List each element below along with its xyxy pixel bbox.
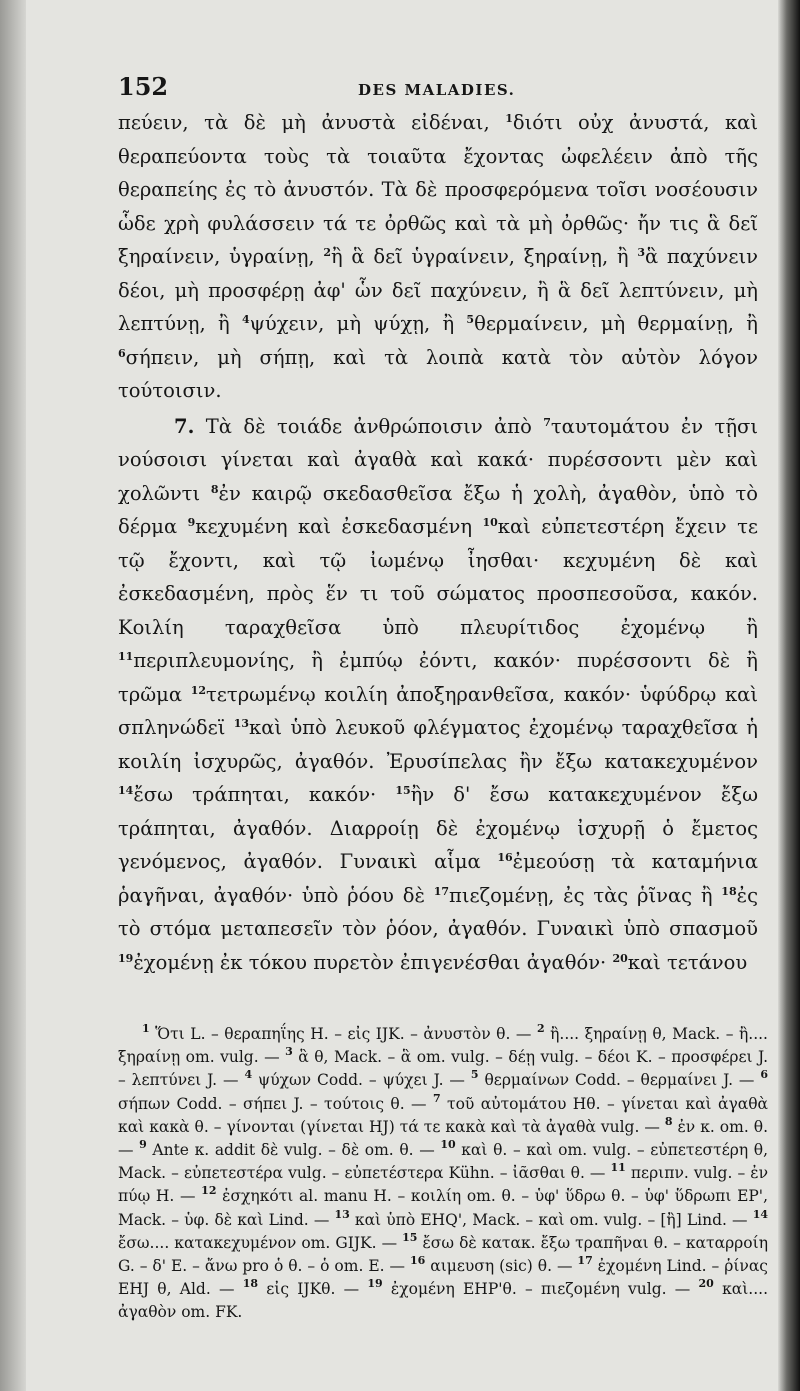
footnote-number: 14: [752, 1207, 768, 1221]
text-run: ἐμεούσῃ τὰ καταμήνια ῥαγῆναι, ἀγαθόν· ὑπὸ ῥόου δὲ: [118, 850, 758, 907]
footnote-number: 17: [577, 1254, 593, 1268]
text-run: ἐχομένῃ ἐκ τόκου πυρετὸν ἐπιγενέσθαι ἀγαθόν·: [133, 950, 613, 974]
text-run: ἃ παχύνειν δέοι, μὴ προσφέρῃ ἀφ' ὧν δεῖ παχύνειν, ἢ ἃ δεῖ λεπτύνειν, μὴ λεπτύνῃ, ἢ: [118, 245, 758, 335]
main-text: [118, 106, 758, 979]
footnote-number: 6: [760, 1068, 769, 1082]
text-run: Τὰ δὲ τοιάδε ἀνθρώποισιν ἀπὸ: [194, 414, 544, 438]
footnote-text: ἢ.... ξηραίνῃ θ, Mack. – ἢ.... ξηραίνῃ om. vulg. —: [118, 1025, 768, 1067]
text-run: διότι οὐχ ἀνυστά, καὶ θεραπεύοντα τοὺς τὰ τοιαῦτα ἔχοντας ὠφελέειν ἀπὸ τῆς θεραπείης ἐς τὸ ἀνυστόν. Τὰ δὲ προσφερόμενα τοῖσι νοσέουσιν ὧδε χρὴ φυλάσσειν τά τε ὀρθῶς καὶ τὰ μὴ ὀρθῶς· ἤν τις ἃ δεῖ ξηραίνειν, ὑγραίνῃ,: [118, 111, 758, 268]
text-run: ἢν δ' ἔσω κατακεχυμένον ἔξω τράπηται, ἀγαθόν. Διαρροίῃ δὲ ἐχομένῳ ἰσχυρῇ ὁ ἔμετος γενόμενος, ἀγαθόν. Γυναικὶ αἷμα: [118, 783, 758, 873]
footnote-text: ἐχομένη Lind. – ῥίνας EHJ θ, Ald. —: [118, 1257, 768, 1299]
footnote-number: 19: [367, 1277, 383, 1291]
footnote-number: 15: [402, 1230, 418, 1244]
footnote-number: 3: [285, 1045, 293, 1059]
note-ref: 10: [482, 516, 498, 529]
footnote-text: ἐν κ. om. θ. —: [118, 1117, 768, 1160]
footnote-block: [118, 1023, 768, 1325]
footnote-text: ἔσω.... κατακεχυμένον om. GIJK. —: [118, 1233, 403, 1252]
text-run: ἐν καιρῷ σκεδασθεῖσα ἔξω ἡ χολὴ, ἀγαθὸν, ὑπὸ τὸ δέρμα: [118, 481, 758, 538]
footnote-text: καὶ ὑπὸ EHQ', Mack. – καὶ om. vulg. – [ἢ] Lind. —: [349, 1210, 753, 1229]
text-run: καὶ ὑπὸ λευκοῦ φλέγματος ἐχομένῳ ταραχθεῖσα ἡ κοιλίη ἰσχυρῶς, ἀγαθόν. Ἐρυσίπελας ἢν ἔξω κατακεχυμένον: [118, 716, 758, 773]
footnote-number: 16: [409, 1254, 426, 1268]
footnote-text: ψύχων Codd. – ψύχει J. —: [252, 1071, 471, 1090]
footnote-number: 18: [242, 1277, 259, 1291]
page-number: 152: [118, 72, 169, 101]
footnote-text: καὶ θ. – καὶ om. vulg. – εὐπετεστέρη θ, Mack. – εὐπετεστέρα vulg. – εὐπετέστερα Kühn. – ἰᾶσθαι θ. —: [118, 1141, 768, 1183]
note-ref: 9: [187, 516, 196, 529]
footnote-text: Ante κ. addit δὲ vulg. – δὲ om. θ. —: [146, 1141, 441, 1160]
footnotes: [118, 1023, 768, 1325]
text-run: ταυτομάτου ἐν τῇσι νούσοισι γίνεται καὶ ἀγαθὰ καὶ κακά· πυρέσσοντι μὲν καὶ χολῶντι: [118, 414, 758, 505]
note-ref: 16: [497, 851, 513, 864]
note-ref: 8: [210, 482, 219, 496]
note-ref: 18: [721, 884, 737, 898]
footnote-number: 9: [139, 1138, 147, 1152]
footnote-text: ἃ θ, Mack. – ἃ om. vulg. – δέῃ vulg. – δέοι K. – προσφέρει J. – λεπτύνει J. —: [118, 1048, 768, 1090]
footnote-number: 1: [142, 1022, 150, 1035]
footnote-number: 13: [334, 1207, 350, 1221]
text-run: κεχυμένη καὶ ἐσκεδασμένη: [195, 515, 483, 538]
footnote-number: 7: [432, 1091, 441, 1105]
text-run: πεύειν, τὰ δὲ μὴ ἀνυστὰ εἰδέναι,: [118, 111, 506, 134]
text-run: ἔσω τράπηται, κακόν·: [133, 783, 396, 806]
footnote-text: περιπν. vulg. – ἐν πύῳ H. —: [118, 1164, 769, 1206]
note-ref: 6: [118, 346, 126, 360]
header-title: DES MALADIES.: [358, 81, 516, 99]
footnote-number: 10: [440, 1138, 456, 1152]
note-ref: 14: [118, 784, 134, 797]
paragraph-1: [118, 106, 758, 408]
footnote-text: καὶ.... ἀγαθὸν om. FK.: [118, 1280, 769, 1322]
footnote-text: ἐχομένη EHP'θ. – πιεζομένη vulg. —: [382, 1280, 699, 1299]
note-ref: 13: [233, 717, 250, 730]
footnote-number: 4: [244, 1068, 253, 1082]
footnote-number: 12: [201, 1184, 217, 1198]
footnote-number: 2: [536, 1022, 545, 1035]
page-edge-shadow: [778, 0, 800, 1391]
note-ref: 4: [241, 313, 250, 326]
page-gutter-shadow: [0, 0, 26, 1391]
text-run: πιεζομένῃ, ἐς τὰς ῥῖνας ἢ: [449, 883, 722, 907]
running-head: [118, 72, 760, 106]
footnote-number: 5: [470, 1068, 479, 1082]
text-run: σήπειν, μὴ σήπῃ, καὶ τὰ λοιπὰ κατὰ τὸν αὐτὸν λόγον τούτοισιν.: [118, 345, 758, 402]
footnote-text: ἔσω δὲ κατακ. ἔξω τραπῆναι θ. – καταρροίη G. – δ' E. – ἄνω pro ὁ θ. – ὁ om. E. —: [118, 1233, 768, 1276]
text-run: ἢ ἃ δεῖ ὑγραίνειν, ξηραίνῃ, ἢ: [331, 245, 638, 268]
note-ref: 12: [190, 683, 207, 697]
note-ref: 19: [118, 951, 134, 965]
footnote-text: ἐσχηκότι al. manu H. – κοιλίη om. θ. – ὑφ' ὕδρω θ. – ὑφ' ὕδρωπι EP', Mack. – ὑφ. δὲ καὶ Lind. —: [118, 1187, 768, 1229]
note-ref: 15: [395, 784, 411, 797]
note-ref: 20: [612, 951, 628, 965]
note-ref: 1: [505, 112, 513, 125]
footnote-text: Ὅτι L. – θεραπηΐης H. – εἰς IJK. – ἀνυστὸν θ. —: [149, 1025, 537, 1043]
footnote-text: θερμαίνων Codd. – θερμαίνει J. —: [478, 1071, 761, 1090]
section-number: 7.: [174, 414, 195, 438]
text-run: καὶ τετάνου: [627, 950, 748, 974]
text-run: ψύχειν, μὴ ψύχῃ, ἢ: [249, 312, 467, 335]
text-run: καὶ εὐπετεστέρη ἔχειν τε τῷ ἔχοντι, καὶ τῷ ἰωμένῳ ἶησθαι· κεχυμένη δὲ καὶ ἐσκεδασμένη, πρὸς ἕν τι τοῦ σώματος προσπεσοῦσα, κακόν. Κοιλίη ταραχθεῖσα ὑπὸ πλευρίτιδος ἐχομένῳ ἢ: [118, 515, 758, 639]
footnote-text: εἰς IJKθ. —: [258, 1280, 368, 1299]
footnote-text: τοῦ αὐτομάτου Hθ. – γίνεται καὶ ἀγαθὰ καὶ κακὰ θ. – γίνονται (γίνεται HJ) τά τε κακὰ καὶ τὰ ἀγαθὰ vulg. —: [118, 1094, 769, 1136]
text-run: θερμαίνειν, μὴ θερμαίνῃ, ἢ: [474, 312, 758, 335]
note-ref: 17: [433, 884, 449, 898]
note-ref: 2: [323, 246, 332, 259]
text-run: περιπλευμονίης, ἢ ἐμπύῳ ἐόντι, κακόν· πυρέσσοντι δὲ ἢ τρῶμα: [118, 649, 758, 706]
note-ref: 5: [466, 313, 475, 326]
note-ref: 3: [637, 246, 645, 259]
note-ref: 7: [543, 415, 551, 429]
text-run: ἐς τὸ στόμα μεταπεσεῖν τὸν ῥόον, ἀγαθόν. Γυναικὶ ὑπὸ σπασμοῦ: [118, 883, 758, 940]
footnote-number: 20: [698, 1277, 714, 1291]
footnote-text: αιμευση (sic) θ. —: [425, 1257, 578, 1276]
text-run: τετρωμένῳ κοιλίη ἀποξηρανθεῖσα, κακόν· ὑφύδρῳ καὶ σπληνώδεϊ: [118, 682, 758, 739]
footnote-number: 8: [664, 1114, 673, 1128]
footnote-number: 11: [610, 1161, 626, 1175]
paragraph-2: [118, 410, 758, 980]
note-ref: 11: [118, 650, 134, 663]
footnote-text: σήπων Codd. – σήπει J. – τούτοις θ. —: [118, 1094, 433, 1113]
